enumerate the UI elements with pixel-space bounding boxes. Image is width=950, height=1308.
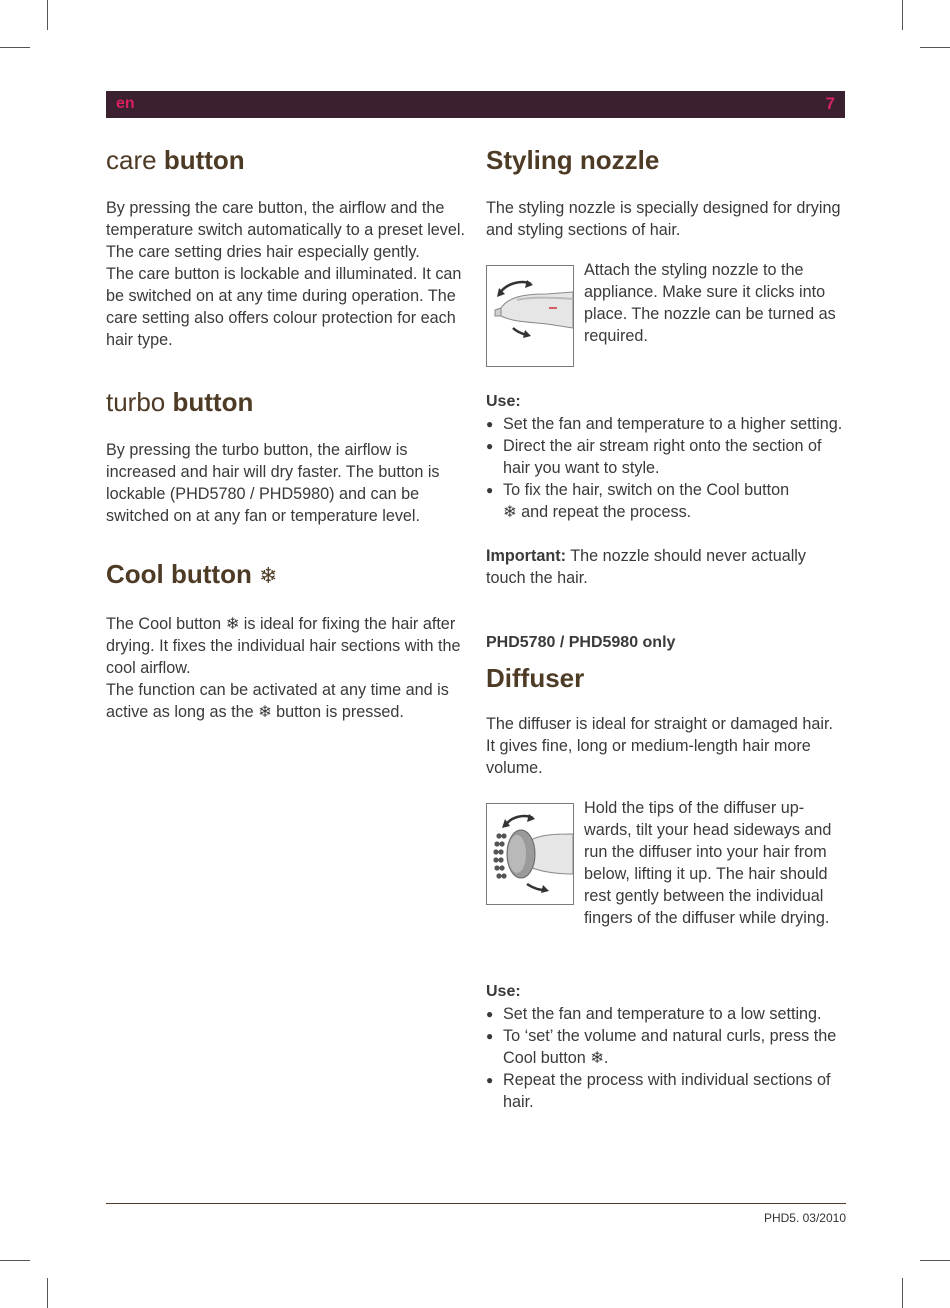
snowflake-icon: ❄ [503,503,517,521]
styling-figure-row [486,261,846,369]
page-number: 7 [825,94,835,113]
hairdryer-nozzle-icon [487,266,573,366]
styling-nozzle-heading: Styling nozzle [486,145,660,175]
snowflake-icon: ❄ [590,1049,604,1067]
turbo-heading: turbo button [106,387,254,417]
crop-mark [902,0,903,30]
list-item: ● Repeat the process with individual sections of hair. [486,1069,846,1113]
crop-mark [0,47,30,48]
cool-paragraph-2: The function can be activated at any time and is active as long as the ❄ button is pressed. [106,681,449,721]
turbo-paragraph: By pressing the turbo button, the airflow is increased and hair will dry faster. The button is lockable (PHD5780 / PHD5980) and can be switched on at any fan or temperature level. [106,441,440,525]
snowflake-icon: ❄ [225,615,240,633]
diffuser-use-label: Use: [486,983,521,1000]
styling-use-label: Use: [486,393,521,410]
care-paragraph-2: The care button is lockable and illuminated. It can be switched on at any time during operation. The care setting also offers colour protection for each hair type. [106,265,462,349]
diffuser-models-note: PHD5780 / PHD5980 only [486,634,676,651]
diffuser-intro: The diffuser is ideal for straight or damaged hair. It gives fine, long or medium-length hair more volume. [486,715,834,777]
snowflake-icon: ❄ [258,703,272,721]
snowflake-icon: ❄ [259,563,278,588]
diffuser-use-list [486,1003,846,1113]
styling-intro: The styling nozzle is specially designed for drying and styling sections of hair. [486,199,841,239]
diffuser-heading: Diffuser [486,663,585,693]
crop-mark [47,1278,48,1308]
cool-paragraph-1: The Cool button ❄ is ideal for fixing the hair after drying. It fixes the individual hair sections with the cool airflow. [106,615,461,677]
list-item: ● To fix the hair, switch on the Cool button ❄ and repeat the process. [486,479,846,523]
list-item: ● Set the fan and temperature to a higher setting. [486,413,846,435]
footer-text: PHD5. 03/2010 [763,1211,846,1225]
crop-mark [920,1260,950,1261]
list-item: ● Direct the air stream right onto the section of hair you want to style. [486,435,846,479]
language-code: en [116,95,135,112]
diffuser-figure-text: Hold the tips of the diffuser upwards, tilt your head sideways and run the diffuser into your hair from below, lifting it up. The hair should rest gently between the individual fingers of the diffuser while drying. [584,799,832,927]
crop-mark [902,1278,903,1308]
left-column [106,140,466,723]
styling-use-list [486,413,846,523]
styling-nozzle-illustration [486,265,574,367]
care-paragraph-1: By pressing the care button, the airflow and the temperature switch automatically to a preset level. The care setting dries hair especially gently. [106,199,465,261]
diffuser-figure-row [486,799,846,957]
list-item: ● Set the fan and temperature to a low setting. [486,1003,846,1025]
cool-heading: Cool button ❄ [106,559,278,589]
right-column [486,140,846,1113]
styling-figure-text: Attach the styling nozzle to the appliance. Make sure it clicks into place. The nozzle can be turned as required. [584,261,836,345]
diffuser-icon [487,804,573,904]
crop-mark [920,47,950,48]
footer-divider [106,1203,846,1204]
crop-mark [47,0,48,30]
diffuser-illustration [486,803,574,905]
crop-mark [0,1260,30,1261]
styling-important-note: Important: The nozzle should never actually touch the hair. [486,547,806,587]
page-header-bar [106,91,845,118]
care-heading: care button [106,145,245,175]
list-item: ● To ‘set’ the volume and natural curls, press the Cool button ❄. [486,1025,846,1069]
